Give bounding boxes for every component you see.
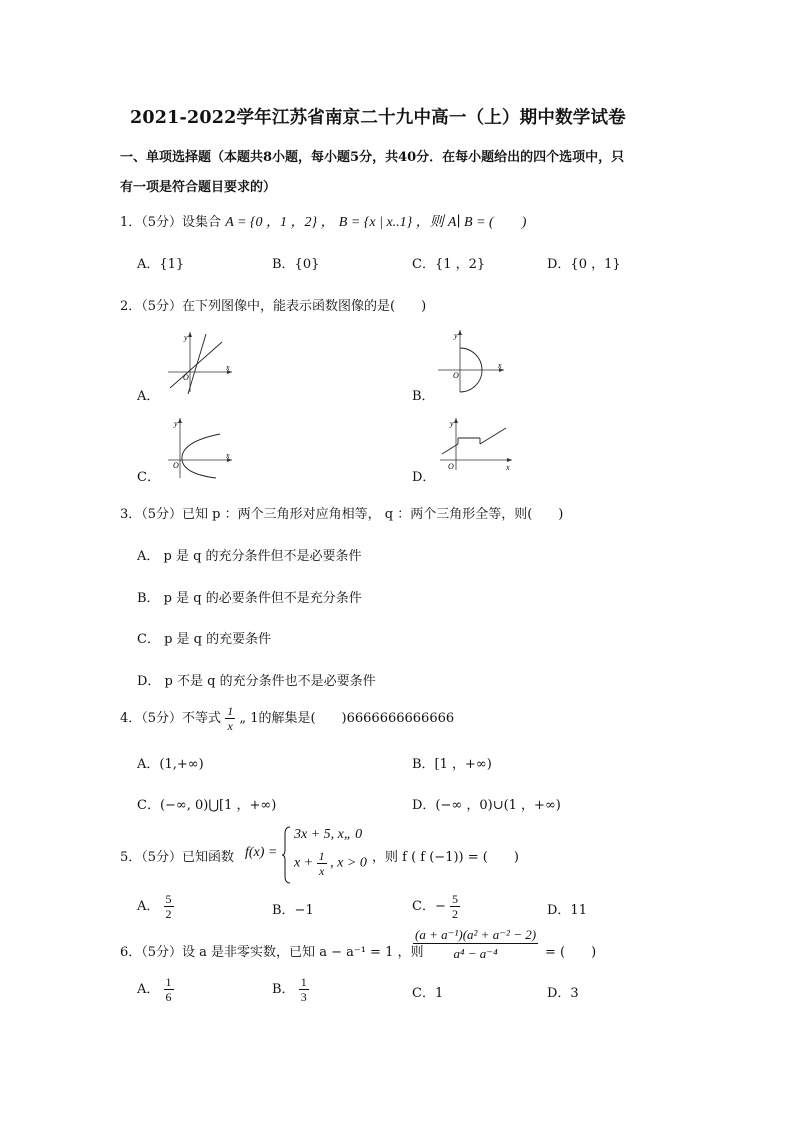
q3-option-d: D． p 不是 q 的充分条件也不是必要条件 xyxy=(137,674,376,689)
q5-a-den: 2 xyxy=(165,907,172,921)
q5-stem-pre: 5．（5分）已知函数 xyxy=(120,850,235,865)
q4-frac-num: 1 xyxy=(227,704,234,718)
q4-option-c: C．(−∞, 0)⋃[1 ，+∞) xyxy=(137,798,277,813)
q5-case2-fraction xyxy=(317,850,327,877)
q5-case2-num: 1 xyxy=(318,849,325,863)
q5-stem-post: ，则 f ( f (−1)) = ( ) xyxy=(372,850,519,865)
q2-label-c: C． xyxy=(137,470,160,485)
q5-case2-pre: x + xyxy=(294,855,314,871)
q6-option-b xyxy=(272,976,309,1003)
q5-case2-post: , x > 0 xyxy=(330,855,367,871)
q1-stem: 1．（5分）设集合 xyxy=(120,215,222,230)
q6-option-a-label: A． xyxy=(137,982,160,997)
q4-frac-den: x xyxy=(227,719,233,733)
q5-c-den: 2 xyxy=(451,907,458,921)
q6-a-den: 6 xyxy=(165,990,172,1004)
q6-option-b-fraction xyxy=(299,976,309,1003)
q2c-axis-y: y xyxy=(174,419,178,428)
q6-numerator: (a + a⁻¹)(a² + a⁻² − 2) xyxy=(415,927,537,942)
q2-label-b: B． xyxy=(412,389,435,404)
question-4 xyxy=(120,705,454,732)
section-header-line1: 一、单项选择题（本题共8小题，每小题5分，共40分．在每小题给出的四个选项中，只 xyxy=(120,150,625,165)
q4-stem-pre: 4．（5分）不等式 xyxy=(120,711,222,726)
q2-label-a: A． xyxy=(137,389,160,404)
q5-c-num: 5 xyxy=(451,892,458,906)
q2b-origin: O xyxy=(453,371,459,380)
q1-set-b: B = {x | x..1} ，则 xyxy=(338,215,444,230)
q2c-origin: O xyxy=(173,461,179,470)
q1-option-a: A．{1} xyxy=(137,257,185,272)
q5-option-a-fraction xyxy=(164,893,174,920)
page-title: 2021-2022学年江苏省南京二十九中高一（上）期中数学试卷 xyxy=(130,108,626,128)
q5-brace xyxy=(282,826,292,884)
q2b-axis-y: y xyxy=(454,331,458,340)
q5-case2 xyxy=(294,850,367,877)
q3-option-a: A． p 是 q 的充分条件但不是必要条件 xyxy=(137,549,362,564)
q2-graph-b xyxy=(432,326,512,394)
q4-stem-post: „ 1的解集是( )6666666666666 xyxy=(239,711,455,726)
q6-option-a-fraction xyxy=(164,976,174,1003)
q5-option-c-fraction xyxy=(450,893,460,920)
q2d-origin: O xyxy=(448,462,454,471)
q4-option-a: A．(1,+∞) xyxy=(137,757,204,772)
q4-fraction xyxy=(225,705,235,732)
q6-b-den: 3 xyxy=(300,990,307,1004)
q1-option-d: D．{0 ，1} xyxy=(547,257,621,272)
q4-option-d: D．(−∞ ，0)∪(1 ，+∞) xyxy=(412,798,561,813)
q6-denominator: a⁴ − a⁻⁴ xyxy=(453,946,498,961)
q5-case2-den: x xyxy=(319,864,325,878)
q5-case1: 3x + 5, x„ 0 xyxy=(294,827,363,842)
q3-option-b: B． p 是 q 的必要条件但不是充分条件 xyxy=(137,591,362,606)
question-3: 3．（5分）已知 p ：两个三角形对应角相等， q ：两个三角形全等，则( ) xyxy=(120,507,564,522)
q2d-axis-x: x xyxy=(506,463,510,472)
q5-option-c-label: C．− xyxy=(412,899,446,914)
q6-option-a xyxy=(137,976,174,1003)
q4-option-b: B．[1 ，+∞) xyxy=(412,757,492,772)
q6-option-c: C．1 xyxy=(412,986,444,1001)
q3-option-c: C． p 是 q 的充要条件 xyxy=(137,632,272,647)
q6-stem-post: = ( ) xyxy=(545,945,597,960)
q1-option-b: B．{0} xyxy=(272,257,320,272)
q2a-axis-y: y xyxy=(184,333,188,342)
q2a-axis-x: x xyxy=(226,363,230,372)
q5-a-num: 5 xyxy=(165,892,172,906)
q2-graph-d xyxy=(436,414,516,474)
q5-option-c xyxy=(412,893,460,920)
q6-option-b-label: B． xyxy=(272,982,295,997)
q5-option-a-label: A． xyxy=(137,899,160,914)
q6-stem-pre: 6．（5分）设 a 是非零实数，已知 a − a⁻¹ = 1 ，则 xyxy=(120,945,424,960)
q2-graph-c xyxy=(160,414,240,482)
q2-label-d: D． xyxy=(412,470,436,485)
q5-option-b: B．−1 xyxy=(272,903,314,918)
question-2: 2．（5分）在下列图像中，能表示函数图像的是( ) xyxy=(120,299,427,314)
q1-option-c: C．{1 ，2} xyxy=(412,257,486,272)
q2b-axis-x: x xyxy=(498,361,502,370)
q6-a-num: 1 xyxy=(165,975,172,989)
q6-b-num: 1 xyxy=(300,975,307,989)
q2-graph-a xyxy=(160,328,240,396)
question-1 xyxy=(120,211,526,231)
q1-set-a: A = {0 ，1 ，2} ， xyxy=(225,215,335,230)
q2d-axis-y: y xyxy=(450,419,454,428)
q5-option-d: D．11 xyxy=(547,903,587,918)
section-header-line2: 有一项是符合题目要求的） xyxy=(120,180,277,195)
q5-fx: f(x) = xyxy=(245,845,278,860)
q2c-axis-x: x xyxy=(226,451,230,460)
q1-expression: A∣ B = ( ) xyxy=(447,215,527,230)
q5-option-a xyxy=(137,893,174,920)
q6-option-d: D．3 xyxy=(547,986,579,1001)
q2a-origin: O xyxy=(183,373,189,382)
q6-fraction xyxy=(413,928,538,960)
